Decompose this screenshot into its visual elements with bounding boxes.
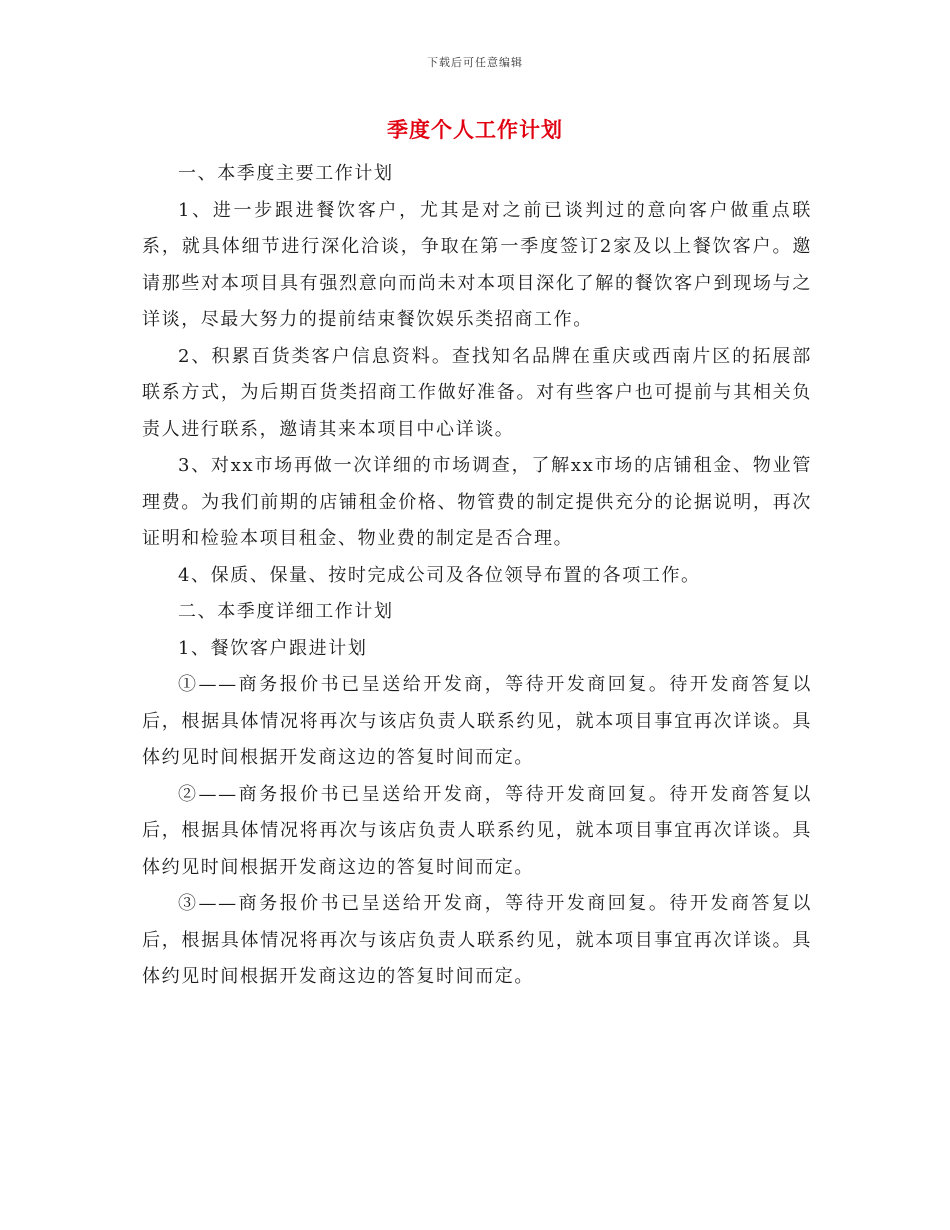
document-body [142, 156, 812, 996]
paragraph-circled-2: ②——商务报价书已呈送给开发商，等待开发商回复。待开发商答复以后，根据具体情况将再次与该店负责人联系约见，就本项目事宜再次详谈。具体约见时间根据开发商这边的答复时间而定。 [142, 783, 812, 878]
page-header-note: 下载后可任意编辑 [427, 56, 523, 69]
section-heading-1: 一、本季度主要工作计划 [178, 163, 394, 184]
paragraph-item-2: 2、积累百货类客户信息资料。查找知名品牌在重庆或西南片区的拓展部联系方式，为后期百货类招商工作做好准备。对有些客户也可提前与其相关负责人进行联系，邀请其来本项目中心详谈。 [142, 345, 812, 440]
section-heading-2: 二、本季度详细工作计划 [178, 601, 394, 622]
paragraph-item-4: 4、保质、保量、按时完成公司及各位领导布置的各项工作。 [178, 564, 701, 586]
paragraph-item-1: 1、进一步跟进餐饮客户，尤其是对之前已谈判过的意向客户做重点联系，就具体细节进行深化洽谈，争取在第一季度签订2家及以上餐饮客户。邀请那些对本项目具有强烈意向而尚未对本项目深化了解的餐饮客户到现场与之详谈，尽最大努力的提前结束餐饮娱乐类招商工作。 [142, 199, 812, 330]
paragraph-circled-1: ①——商务报价书已呈送给开发商，等待开发商回复。待开发商答复以后，根据具体情况将再次与该店负责人联系约见，就本项目事宜再次详谈。具体约见时间根据开发商这边的答复时间而定。 [142, 674, 812, 768]
document-title: 季度个人工作计划 [387, 118, 563, 142]
paragraph-item-3: 3、对xx市场再做一次详细的市场调查，了解xx市场的店铺租金、物业管理费。为我们前期的店铺租金价格、物管费的制定提供充分的论据说明，再次证明和检验本项目租金、物业费的制定是否合理。 [142, 455, 812, 549]
paragraph-circled-3: ③——商务报价书已呈送给开发商，等待开发商回复。待开发商答复以后，根据具体情况将再次与该店负责人联系约见，就本项目事宜再次详谈。具体约见时间根据开发商这边的答复时间而定。 [142, 893, 812, 987]
subsection-heading: 1、餐饮客户跟进计划 [178, 637, 368, 659]
